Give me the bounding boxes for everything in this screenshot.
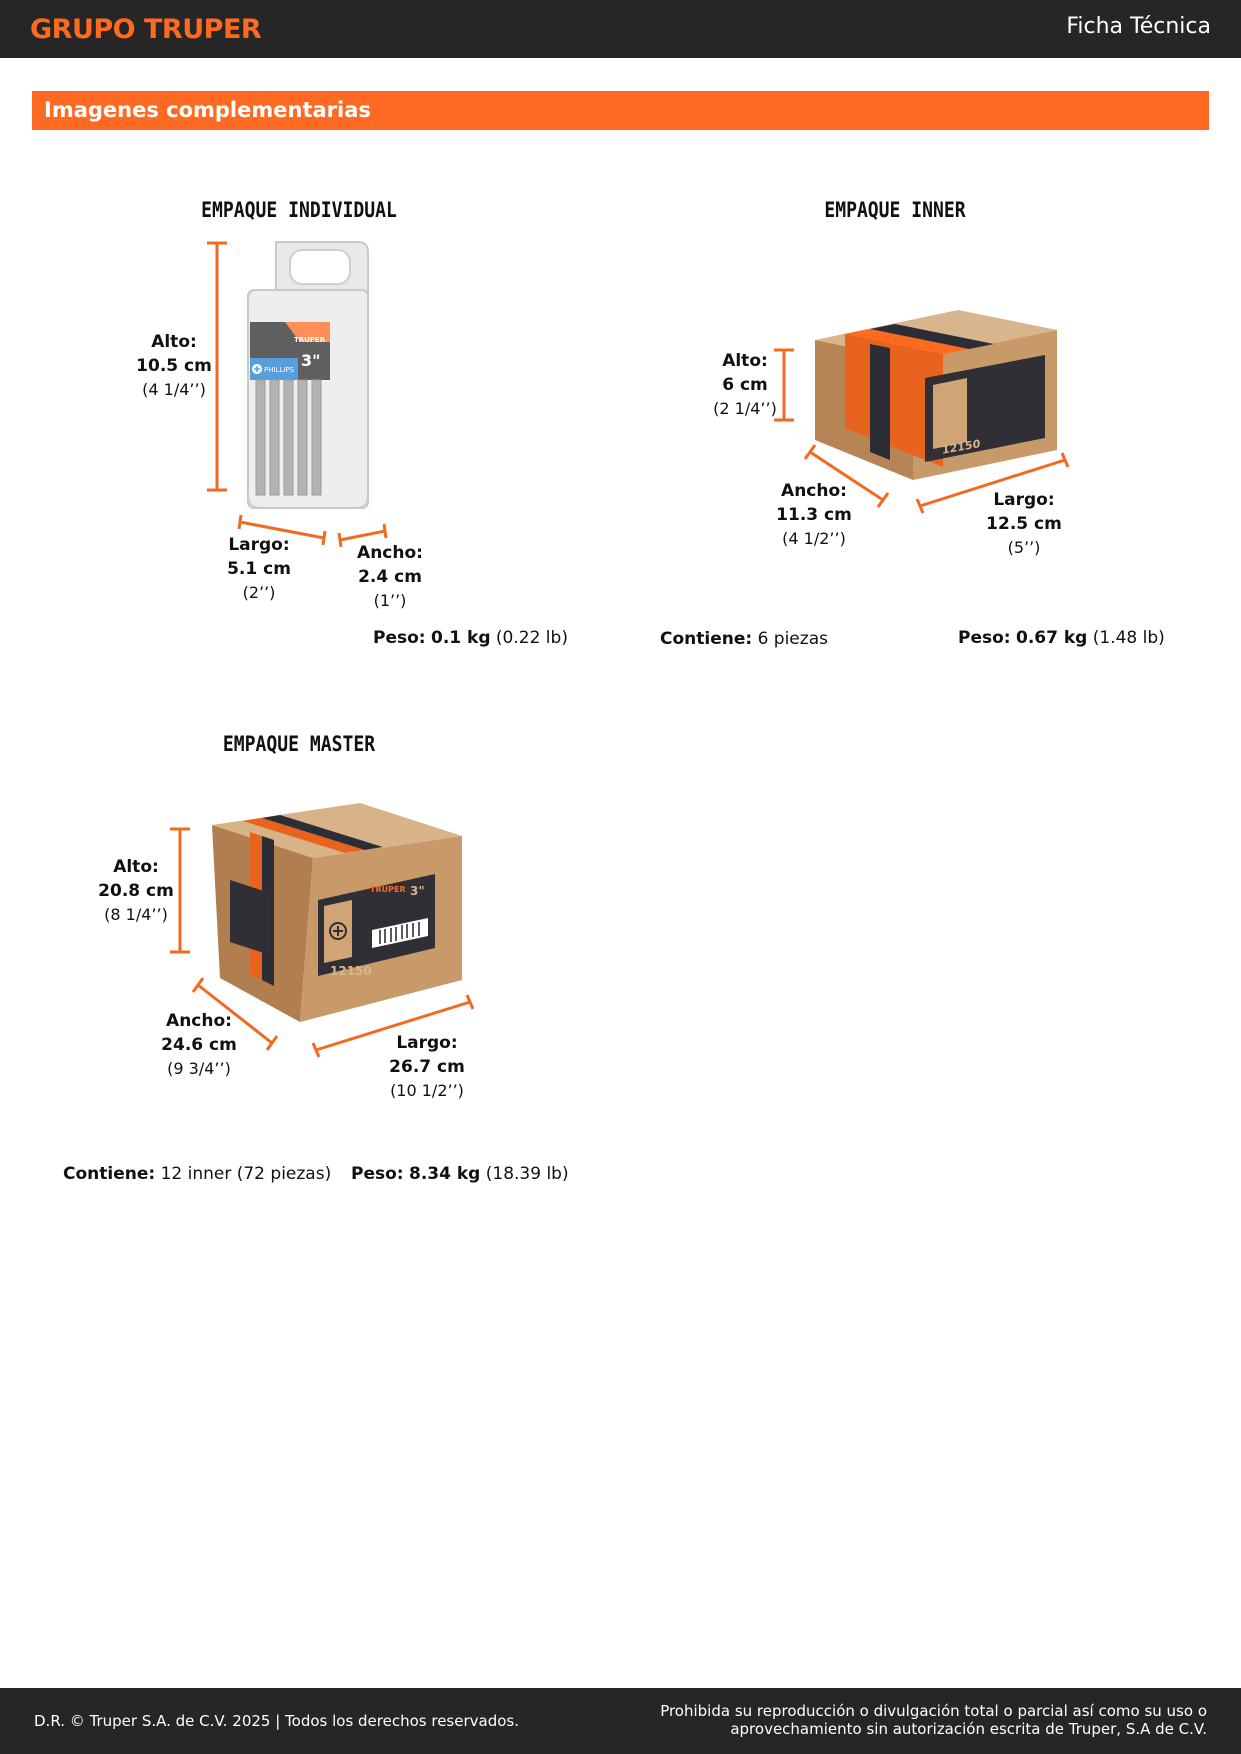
master-contiene-value: 12 inner (72 piezas) [160,1164,332,1184]
master-ancho [139,1009,259,1081]
master-alto [76,855,196,927]
master-ancho-metric: 24.6 cm [161,1035,237,1055]
inner-peso-label: Peso: [958,628,1011,648]
individual-alto-imperial: (4 1/4’’) [142,380,206,399]
inner-alto-metric: 6 cm [722,375,768,395]
master-largo-imperial: (10 1/2’’) [390,1081,464,1100]
master-peso-label: Peso: [351,1164,404,1184]
master-ancho-imperial: (9 3/4’’) [167,1059,231,1078]
company-logo: GRUPO TRUPER [30,14,262,45]
master-alto-metric: 20.8 cm [98,881,174,901]
individual-ancho [330,541,450,613]
blister-type: PHILLIPS [264,366,295,374]
master-largo-metric: 26.7 cm [389,1057,465,1077]
inner-peso-metric: 0.67 kg [1016,628,1088,648]
inner-box-image [815,218,1057,480]
inner-title: EMPAQUE INNER [824,198,966,222]
footer-legal-notice [647,1702,1207,1738]
inner-contiene-label: Contiene: [660,629,753,649]
master-peso [351,1164,569,1184]
individual-ancho-imperial: (1’’) [373,591,407,610]
individual-alto [114,330,234,402]
master-peso-metric: 8.34 kg [409,1164,481,1184]
footer-legal-line-2: aprovechamiento sin autorización escrita de Truper, S.A de C.V. [730,1720,1207,1738]
footer-copyright: D.R. © Truper S.A. de C.V. 2025 | Todos los derechos reservados. [34,1712,519,1730]
inner-ancho [754,479,874,551]
master-alto-imperial: (8 1/4’’) [104,905,168,924]
inner-alto-label: Alto: [722,351,768,371]
master-largo [367,1031,487,1103]
footer-legal-line-1: Prohibida su reproducción o divulgación total o parcial así como su uso o [660,1702,1207,1720]
master-largo-label: Largo: [396,1033,458,1053]
inner-box-code: 12150 [942,437,981,457]
individual-ancho-label: Ancho: [357,543,423,563]
individual-alto-label: Alto: [151,332,197,352]
inner-alto [685,349,805,421]
document-title: Ficha Técnica [1066,14,1211,39]
inner-contiene [660,629,828,649]
individual-peso-label: Peso: [373,628,426,648]
inner-alto-imperial: (2 1/4’’) [713,399,777,418]
blister-size: 3" [301,351,321,370]
individual-alto-metric: 10.5 cm [136,356,212,376]
inner-ancho-metric: 11.3 cm [776,505,852,525]
individual-title: EMPAQUE INDIVIDUAL [201,198,397,222]
master-box-brand: TRUPER [370,885,406,894]
individual-largo-metric: 5.1 cm [227,559,291,579]
inner-peso-imperial: (1.48 lb) [1092,628,1165,648]
inner-ancho-label: Ancho: [781,481,847,501]
inner-largo [964,488,1084,560]
individual-peso-metric: 0.1 kg [431,628,491,648]
individual-largo-label: Largo: [228,535,290,555]
blister-brand: TRUPER [294,336,326,344]
individual-peso-imperial: (0.22 lb) [495,628,568,648]
master-alto-label: Alto: [113,857,159,877]
individual-package-image [248,242,368,508]
inner-largo-imperial: (5’’) [1007,538,1041,557]
master-box-image [212,803,462,1022]
inner-ancho-imperial: (4 1/2’’) [782,529,846,548]
inner-peso [958,628,1165,648]
inner-largo-label: Largo: [993,490,1055,510]
master-peso-imperial: (18.39 lb) [485,1164,569,1184]
master-box-code: 12150 [330,964,372,978]
individual-largo-imperial: (2’’) [242,583,276,602]
inner-largo-metric: 12.5 cm [986,514,1062,534]
master-ancho-label: Ancho: [166,1011,232,1031]
individual-ancho-metric: 2.4 cm [358,567,422,587]
individual-largo [199,533,319,605]
inner-contiene-value: 6 piezas [757,629,828,649]
master-contiene [63,1164,331,1184]
master-contiene-label: Contiene: [63,1164,156,1184]
individual-peso [373,628,568,648]
master-box-size: 3" [410,884,425,898]
section-banner-title: Imagenes complementarias [44,98,371,122]
master-title: EMPAQUE MASTER [222,732,376,756]
